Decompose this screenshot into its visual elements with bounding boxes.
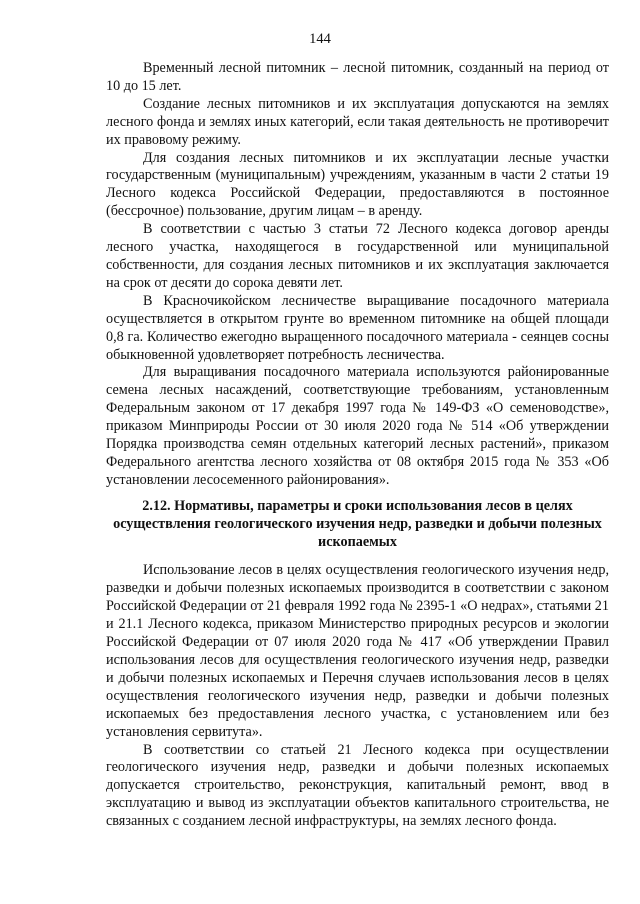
paragraph: Использование лесов в целях осуществления геологического изучения недр, разведки и добычи полезных ископаемых производится в соответствии с законом Российской Федерации от 21 февраля 1992 года № 2395-1 «О недрах», статьями 21 и 21.1 Лесного кодекса, приказом Министерство природных ресурсов и экологии Российской Федерации от 07 июля 2020 года № 417 «Об утверждении Правил использования лесов для осуществления геологического изучения недр, разведки и добычи полезных ископаемых и Перечня случаев использования лесов в целях осуществления геологического изучения недр, разведки и добычи полезных ископаемых без предоставления лесного участка, с установлением или без установления сервитута».	[106, 562, 609, 740]
page-content	[106, 60, 609, 831]
page-number: 144	[309, 31, 331, 47]
paragraph: В соответствии с частью 3 статьи 72 Лесного кодекса договор аренды лесного участка, находящегося в государственной или муниципальной собственности, для создания лесных питомников и их эксплуатация заключается на срок от десяти до сорока девяти лет.	[106, 221, 609, 291]
paragraph: Для выращивания посадочного материала используются районированные семена лесных насаждений, соответствующие требованиям, установленным Федеральным законом от 17 декабря 1997 года № 149-ФЗ «О семеноводстве», приказом Минприроды России от 30 июля 2020 года № 514 «Об утверждении Порядка производства семян отдельных категорий лесных растений», приказом Федерального агентства лесного хозяйства от 08 октября 2015 года № 353 «Об установлении лесосеменного районирования».	[106, 364, 609, 488]
paragraph: В соответствии со статьей 21 Лесного кодекса при осуществлении геологического изучения недр, разведки и добычи полезных ископаемых допускается строительство, реконструкция, капитальный ремонт, ввод в эксплуатацию и вывод из эксплуатации объектов капитального строительства, не связанных с созданием лесной инфраструктуры, на землях лесного фонда.	[106, 741, 609, 830]
paragraph: В Красночикойском лесничестве выращивание посадочного материала осуществляется в открытом грунте во временном питомнике на общей площади 0,8 га. Количество ежегодно выращенного посадочного материала - сеянцев сосны обыкновенной удовлетворяет потребность лесничества.	[106, 292, 609, 363]
section-heading: 2.12. Нормативы, параметры и сроки использования лесов в целях осуществления геологического изучения недр, разведки и добычи полезных ископаемых	[113, 497, 602, 550]
paragraph: Создание лесных питомников и их эксплуатация допускаются на землях лесного фонда и землях иных категорий, если такая деятельность не противоречит их правовому режиму.	[106, 95, 609, 148]
paragraph: Для создания лесных питомников и их эксплуатации лесные участки государственным (муниципальным) учреждениям, указанным в части 2 статьи 19 Лесного кодекса Российской Федерации, предоставляются в постоянное (бессрочное) пользование, другим лицам – в аренду.	[106, 149, 609, 220]
paragraph: Временный лесной питомник – лесной питомник, созданный на период от 10 до 15 лет.	[106, 60, 609, 94]
